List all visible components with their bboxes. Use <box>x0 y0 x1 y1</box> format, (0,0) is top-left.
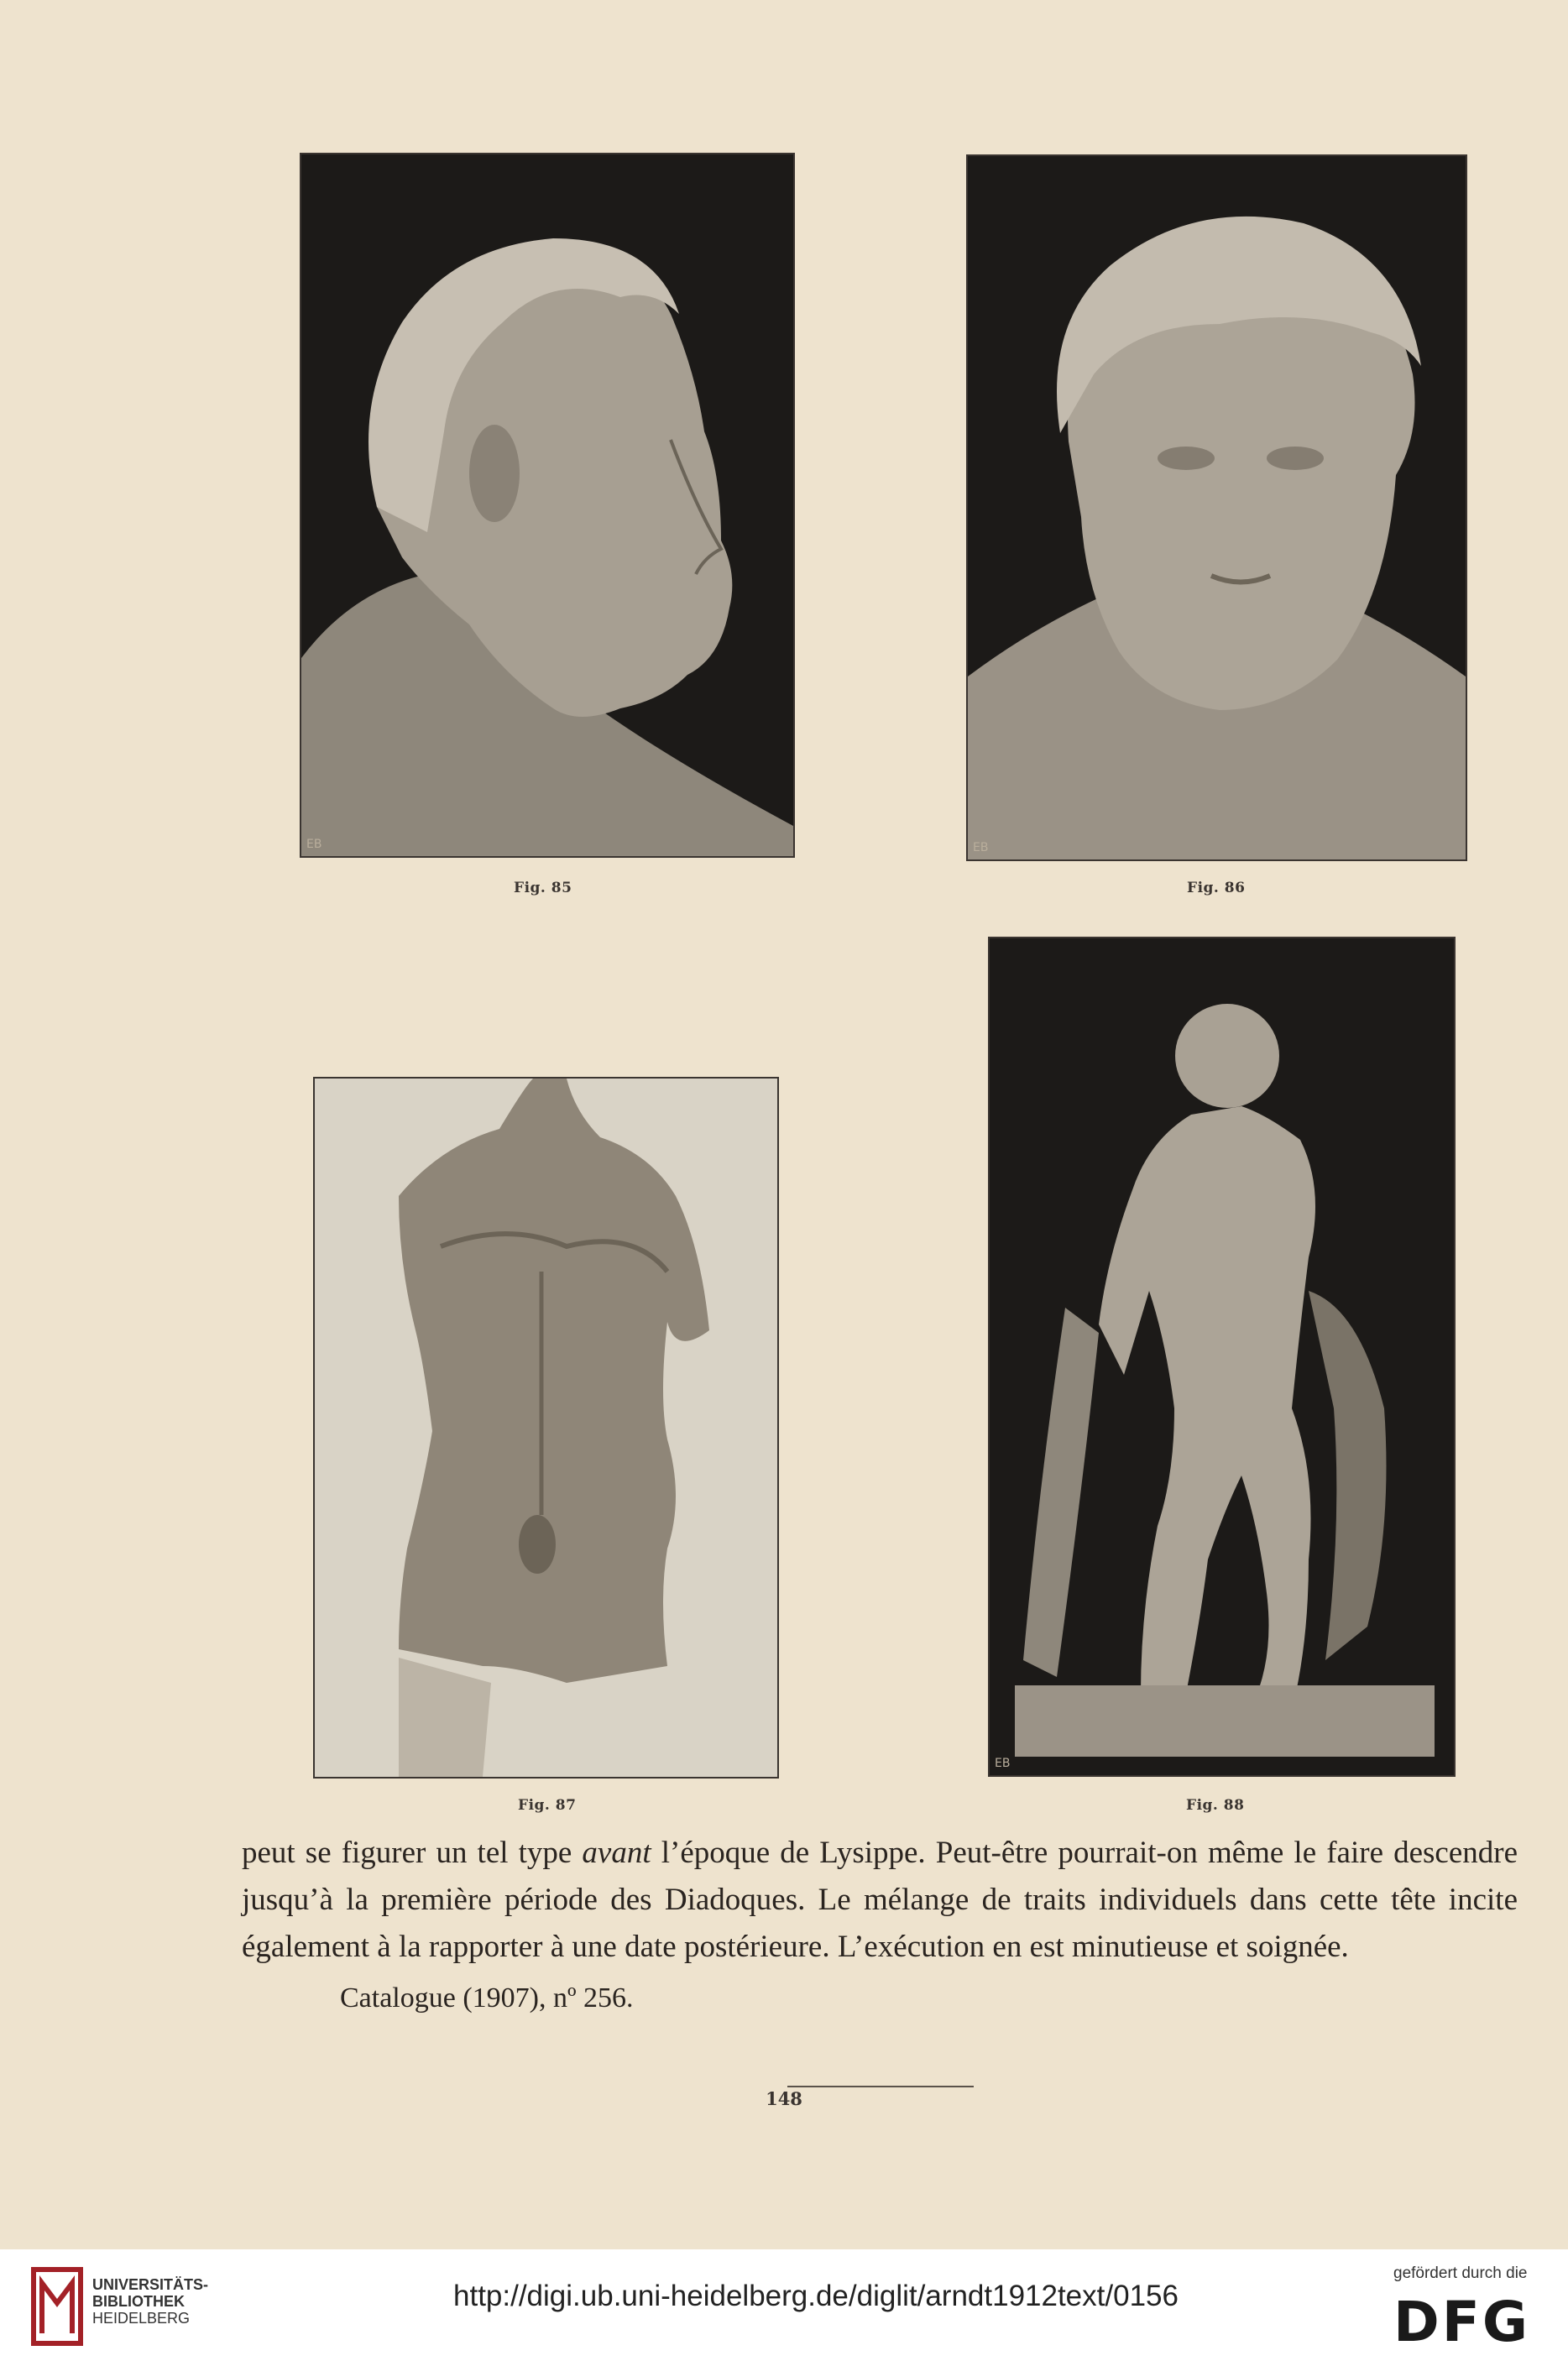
figure-88-caption: Fig. 88 <box>1186 1797 1245 1814</box>
funded-by-label: gefördert durch die <box>1393 2264 1528 2282</box>
body-line-1: peut se figurer un tel type avant l’époque de Lysippe. Peut-être pourrait-on même le faire descendre <box>242 1836 1518 1870</box>
library-name: UNIVERSITÄTS- BIBLIOTHEK HEIDELBERG <box>92 2276 209 2327</box>
dfg-logo: DFG <box>1393 2290 1531 2354</box>
page-number: 148 <box>766 2088 802 2109</box>
body-line-3: également à la rapporter à une date postérieure. L’exécution en est minutieuse et soignée. <box>242 1930 1349 1964</box>
figure-87-image <box>313 1077 779 1779</box>
divider-rule <box>787 2086 974 2087</box>
figure-87-caption: Fig. 87 <box>518 1797 577 1814</box>
catalogue-reference: Catalogue (1907), nº 256. <box>340 1982 634 2014</box>
figure-86-image <box>966 154 1467 861</box>
monogram: EB <box>995 1757 1011 1770</box>
emphasis-avant: avant <box>582 1836 651 1870</box>
library-logo-icon <box>30 2266 84 2347</box>
footer-bar <box>0 2249 1568 2361</box>
monogram: EB <box>973 841 989 854</box>
monogram: EB <box>306 838 322 851</box>
figure-86-caption: Fig. 86 <box>1187 880 1246 896</box>
body-paragraph <box>242 1830 1518 1971</box>
body-line-2: jusqu’à la première période des Diadoques. Le mélange de traits individuels dans cette tête incite <box>242 1883 1518 1917</box>
figure-85-image <box>300 153 795 858</box>
source-url-link[interactable]: http://digi.ub.uni-heidelberg.de/diglit/arndt1912text/0156 <box>453 2280 1179 2312</box>
figure-88-image <box>988 937 1456 1777</box>
figure-85-caption: Fig. 85 <box>514 880 572 896</box>
